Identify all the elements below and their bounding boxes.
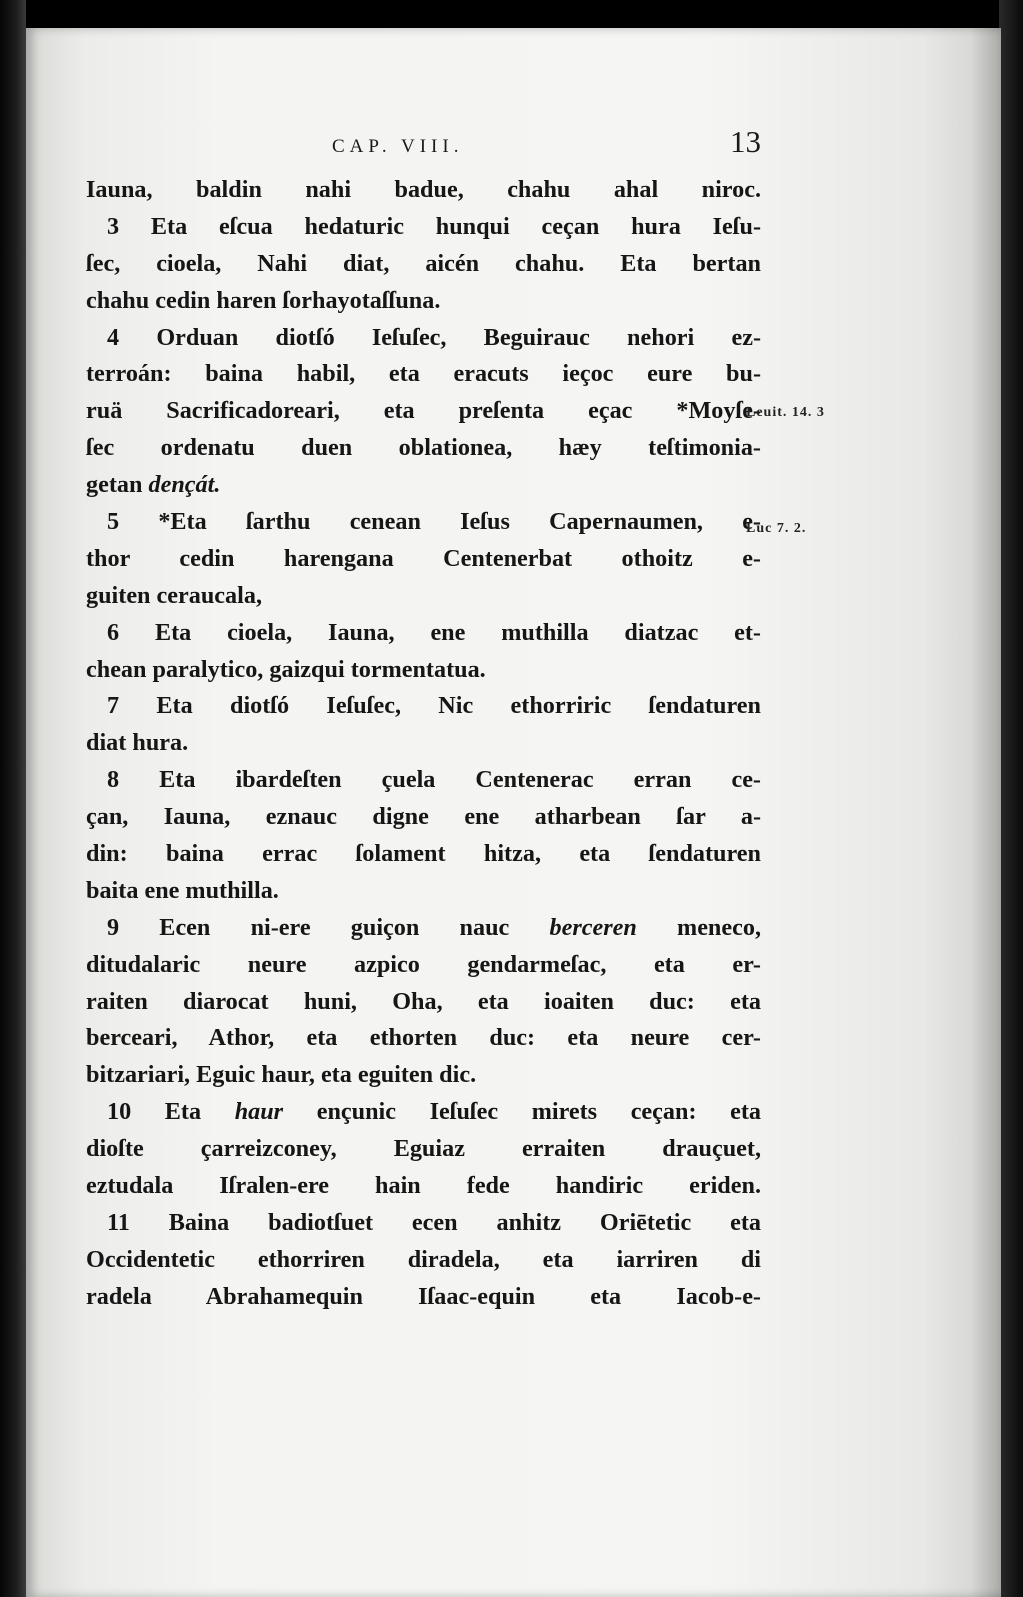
text-line: raiten diarocat huni, Oha, eta ioaiten duc: eta <box>86 987 761 1015</box>
text-line: thor cedin harengana Centenerbat othoitz e- <box>86 544 761 572</box>
text-line: ſec ordenatu duen oblationea, hæy teſtimonia- <box>86 434 761 462</box>
verse-line <box>86 910 761 947</box>
scan-top-edge <box>0 0 1023 30</box>
book-spine-shadow <box>0 0 26 1597</box>
text-run: ençunic Ieſuſec mirets ceçan: eta <box>283 1098 761 1126</box>
italic-run: berceren <box>549 913 637 941</box>
text-line: diat hura. <box>86 729 189 757</box>
italic-run: haur <box>234 1098 284 1126</box>
chapter-heading: CAP. VIII. <box>332 136 464 157</box>
text-line: radela Abrahamequin Iſaac-equin eta Iacob-e- <box>86 1282 761 1310</box>
text-line: baita ene muthilla. <box>86 876 279 904</box>
verse-line: 3 Eta eſcua hedaturic hunqui ceçan hura Ieſu- <box>107 212 761 240</box>
page-edge-shade <box>971 28 1001 1597</box>
text-line: eztudala Iſralen-ere hain fede handiric eriden. <box>86 1172 761 1200</box>
text-run: meneco, <box>636 913 761 941</box>
verse-line <box>86 1094 761 1131</box>
text-line: Occidentetic ethorriren diradela, eta iarriren di <box>86 1245 761 1273</box>
text-line: guiten ceraucala, <box>86 581 262 609</box>
verse-line: 5 *Eta ſarthu cenean Ieſus Capernaumen, e- <box>107 508 761 536</box>
text-run: 10 Eta <box>107 1098 235 1126</box>
verse-line: 6 Eta cioela, Iauna, ene muthilla diatzac et- <box>107 618 761 646</box>
text-line: çan, Iauna, eznauc digne ene atharbean ſar a- <box>86 803 761 831</box>
italic-run: dençát. <box>148 471 221 499</box>
text-run: getan <box>86 471 149 499</box>
text-line: ditudalaric neure azpico gendarmeſac, eta er- <box>86 950 761 978</box>
text-line: din: baina errac ſolament hitza, eta ſendaturen <box>86 840 761 868</box>
text-line: berceari, Athor, eta ethorten duc: eta neure cer- <box>86 1024 761 1052</box>
text-run: 9 Ecen ni-ere guiçon nauc <box>107 913 550 941</box>
text-line: ſec, cioela, Nahi diat, aicén chahu. Eta bertan <box>86 249 761 277</box>
body-text <box>86 172 761 1316</box>
scan-right-edge <box>999 0 1023 1597</box>
text-line: dioſte çarreizconey, Eguiaz erraiten drauçuet, <box>86 1135 761 1163</box>
text-line: ruä Sacrificadoreari, eta preſenta eçac *Moyſe- <box>86 397 761 425</box>
text-line: Iauna, baldin nahi badue, chahu ahal niroc. <box>86 176 761 203</box>
text-line <box>86 467 761 504</box>
margin-reference-luc: Luc 7. 2. <box>746 521 807 536</box>
text-line: chean paralytico, gaizqui tormentatua. <box>86 655 486 683</box>
book-page <box>26 28 1001 1597</box>
text-line: bitzariari, Eguic haur, eta eguiten dic. <box>86 1061 477 1089</box>
verse-line: 8 Eta ibardeſten çuela Centenerac erran ce- <box>107 766 761 794</box>
verse-line: 4 Orduan diotſó Ieſuſec, Beguirauc nehori ez- <box>107 323 761 351</box>
verse-line: 11 Baina badiotſuet ecen anhitz Oriētetic eta <box>107 1208 761 1236</box>
page-number: 13 <box>730 124 761 159</box>
margin-reference-levit: Leuit. 14. 3 <box>746 405 825 420</box>
text-line: chahu cedin haren ſorhayotaſſuna. <box>86 286 441 314</box>
running-head <box>86 118 761 168</box>
verse-line: 7 Eta diotſó Ieſuſec, Nic ethorriric ſendaturen <box>107 692 761 720</box>
text-line: terroán: baina habil, eta eracuts ieçoc eure bu- <box>86 360 761 388</box>
